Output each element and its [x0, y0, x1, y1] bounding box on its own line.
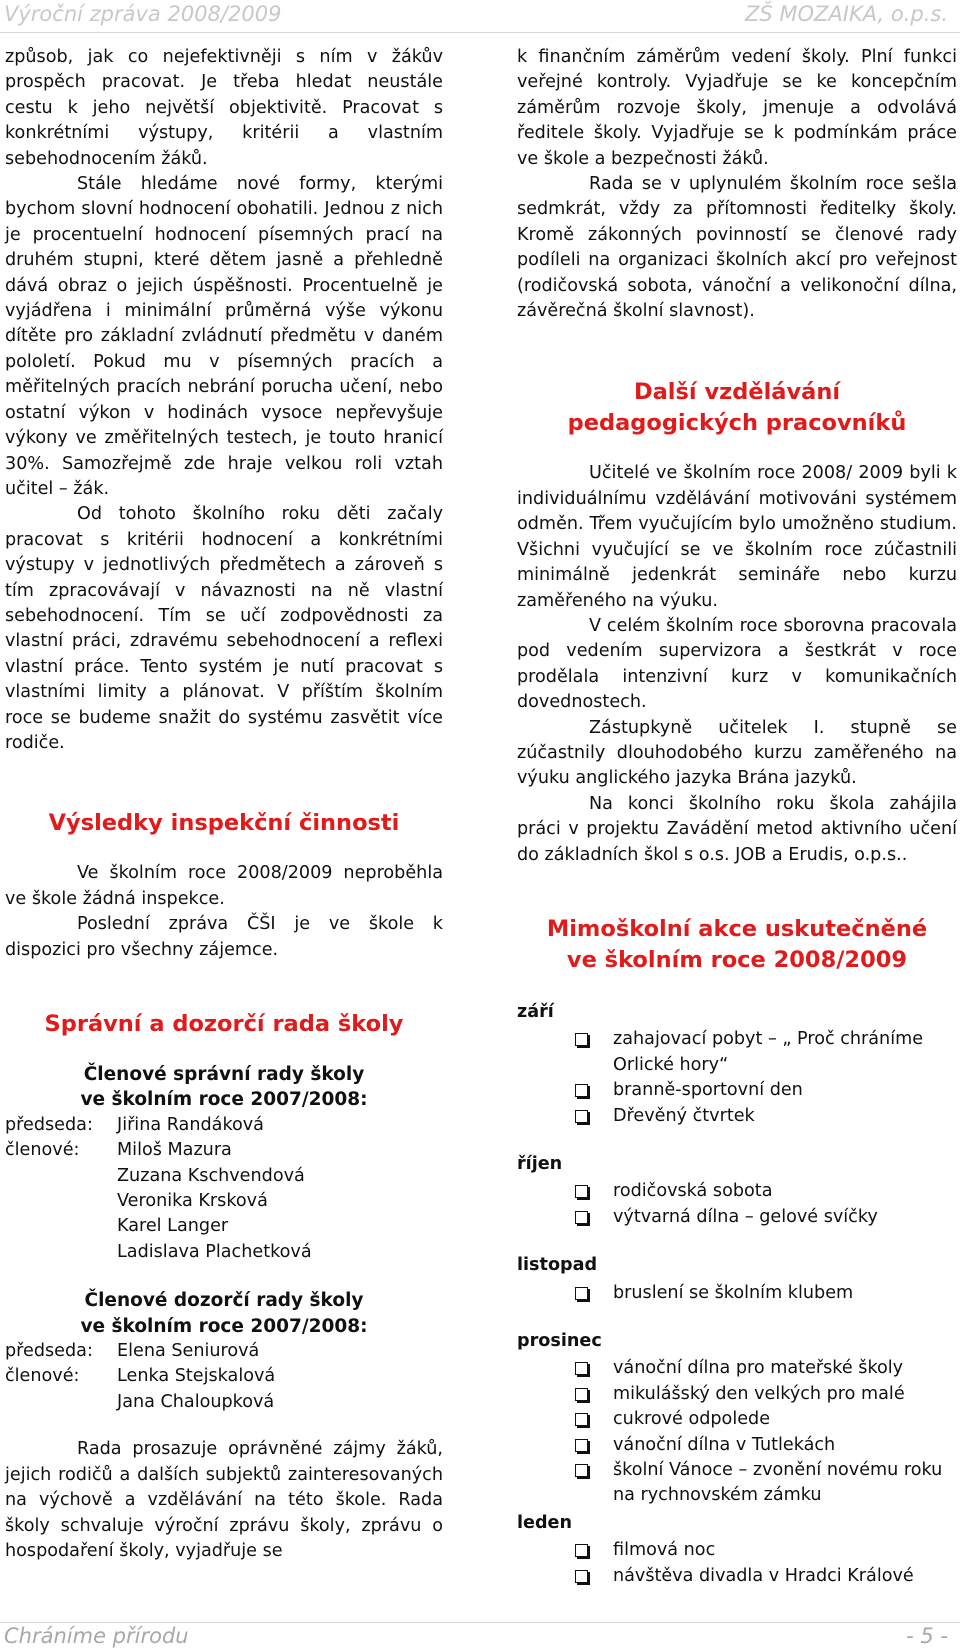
event-text: bruslení se školním klubem — [613, 1282, 854, 1303]
paragraph: Od tohoto školního roku děti začaly pracovat s kritérii hodnocení a konkrétními výstupy v jednotlivých předmětech a zároveň s tím zpracovávají v návaznosti na ně vlastní sebehodnocení. Tím se učí zodpovědnosti za vlastní práci, zdravému sebehodnocení a reflexi vlastní práce. Tento systém je nutí pracovat s vlastními limity a plánovat. V příštím školním roce se budeme snažit do systému zasvětit více rodiče. — [5, 504, 443, 753]
super-chair-row — [5, 1339, 443, 1364]
month-label: leden — [517, 1512, 573, 1533]
list-item — [575, 1356, 957, 1381]
heading-events-line2: ve školním roce 2008/2009 — [566, 946, 908, 973]
list-item — [575, 1407, 957, 1432]
checkbox-bullet-icon — [575, 1464, 588, 1477]
paragraph: V celém školním roce sborovna pracovala pod vedením supervizora a šestkrát v roce prodělala intenzivní kurz v komunikačních dovednostech. — [517, 615, 957, 713]
supervisory-board-subtitle: ve školním roce 2007/2008: — [80, 1315, 368, 1337]
event-text: zahajovací pobyt – „ Proč chráníme Orlické hory“ — [613, 1029, 924, 1075]
paragraph: k finančním záměrům vedení školy. Plní funkci veřejné kontroly. Vyjadřuje se ke koncepčním záměrům rozvoje školy, jmenuje a odvolává ředitele školy. Vyjadřuje se k podmínkám práce ve škole a bezpečnosti žáků. — [517, 47, 957, 169]
event-text: návštěva divadla v Hradci Králové — [613, 1565, 914, 1586]
paragraph: Rada prosazuje oprávněné zájmy žáků, jejich rodičů a dalších subjektů zainteresovaných na výchově a vzdělávání na této škole. Rada školy schvaluje výroční zprávu školy, zprávu o hospodaření školy, vyjadřuje se — [5, 1439, 443, 1561]
member-name: Miloš Mazura — [117, 1140, 232, 1161]
footer-rule — [0, 1622, 960, 1623]
header-title: Výroční zpráva 2008/2009 — [4, 2, 282, 26]
chair-label: předseda: — [5, 1341, 93, 1362]
list-item — [575, 1538, 957, 1563]
heading-training-line1: Další vzdělávání — [633, 379, 841, 406]
heading-board: Správní a dozorčí rada školy — [44, 1011, 404, 1037]
list-item — [575, 1205, 957, 1230]
list-item — [575, 1104, 957, 1129]
event-text: vánoční dílna pro mateřské školy — [613, 1358, 904, 1379]
supervisory-board-title: Členové dozorčí rady školy — [84, 1290, 364, 1312]
list-item — [575, 1281, 957, 1306]
admin-board-title: Členové správní rady školy — [83, 1064, 365, 1085]
checkbox-bullet-icon — [575, 1439, 588, 1452]
members-label: členové: — [5, 1140, 80, 1161]
checkbox-bullet-icon — [575, 1211, 588, 1224]
month-december — [517, 1329, 957, 1509]
heading-events-line1: Mimoškolní akce uskutečněné — [546, 915, 928, 942]
checkbox-bullet-icon — [575, 1413, 588, 1426]
checkbox-bullet-icon — [575, 1287, 588, 1300]
member-name: Elena Seniurová — [117, 1341, 260, 1362]
checkbox-bullet-icon — [575, 1185, 588, 1198]
admin-board-subtitle: ve školním roce 2007/2008: — [80, 1089, 368, 1111]
paragraph: Stále hledáme nové formy, kterými bychom slovní hodnocení obohatili. Jednou z nich je procentuelní hodnocení písemných prací na druhém stupni, které dětem jasně a přehledně dává obraz o jejich úspěšnosti. Procentuelně je vyjádřena i minimální průměrná výše výkonu dítěte pro základní zvládnutí předmětu v daném pololetí. Pokud mu v písemných pracích a měřitelných pracích nebrání porucha učení, nebo ostatní výkon v hodinách vysoce nepřevyšuje výkony ve změřitelných testech, je touto hranicí 30%. Samozřejmě zde hraje velkou roli vztah učitel – žák. — [5, 174, 443, 499]
super-members-row — [5, 1364, 443, 1415]
member-name: Ladislava Plachetková — [117, 1241, 312, 1262]
paragraph: Rada se v uplynulém školním roce sešla sedmkrát, vždy za přítomnosti ředitelky školy. Kromě zákonných povinností se členové rady podíleli na organizaci školních akcí pro veřejnost (rodičovská sobota, vánoční a velikonoční dílna, závěrečná školní slavnost). — [517, 174, 957, 322]
event-text: Dřevěný čtvrtek — [613, 1105, 755, 1126]
member-name: Karel Langer — [117, 1216, 229, 1237]
paragraph: Na konci školního roku škola zahájila práci v projektu Zavádění metod aktivního učení do základních škol s o.s. JOB a Erudis, o.p.s.. — [517, 793, 957, 865]
event-text: rodičovská sobota — [613, 1181, 773, 1202]
month-label: prosinec — [517, 1331, 602, 1352]
checkbox-bullet-icon — [575, 1570, 588, 1583]
member-name: Lenka Stejskalová — [117, 1366, 276, 1387]
member-name: Jana Chaloupková — [117, 1391, 275, 1412]
admin-members-row — [5, 1138, 443, 1265]
list-item — [575, 1179, 957, 1204]
list-item — [575, 1433, 957, 1458]
paragraph: způsob, jak co nejefektivněji s ním v žákův prospěch pracovat. Je třeba hledat neustále cestu k jeho největší objektivitě. Pracovat s konkrétními výstupy, kritérii a vlastním sebehodnocením žáků. — [5, 47, 443, 169]
month-november — [517, 1253, 957, 1306]
checkbox-bullet-icon — [575, 1110, 588, 1123]
paragraph: Zástupkyně učitelek I. stupně se zúčastnily dlouhodobého kurzu zaměřeného na výuku anglického jazyka Brána jazyků. — [517, 717, 957, 789]
paragraph: Poslední zpráva ČŠI je ve škole k dispozici pro všechny zájemce. — [5, 914, 443, 960]
event-text: vánoční dílna v Tutlekách — [613, 1434, 836, 1455]
checkbox-bullet-icon — [575, 1084, 588, 1097]
list-item — [575, 1078, 957, 1103]
heading-inspection: Výsledky inspekční činnosti — [48, 810, 400, 837]
left-column — [5, 45, 443, 1564]
right-column — [517, 45, 957, 1589]
event-text: školní Vánoce – zvonění novému roku na rychnovském zámku — [613, 1460, 943, 1506]
month-january — [517, 1511, 957, 1589]
member-name: Jiřina Randáková — [117, 1114, 264, 1135]
month-label: září — [517, 1001, 554, 1022]
paragraph: Ve školním roce 2008/2009 neproběhla ve škole žádná inspekce. — [5, 863, 443, 909]
members-label: členové: — [5, 1366, 80, 1387]
heading-training-line2: pedagogických pracovníků — [567, 410, 907, 437]
event-text: branně-sportovní den — [613, 1080, 803, 1101]
event-text: mikulášský den velkých pro malé — [613, 1383, 905, 1404]
admin-chair-row — [5, 1113, 443, 1138]
footer-motto: Chráníme přírodu — [4, 1624, 189, 1648]
chair-label: předseda: — [5, 1114, 93, 1135]
member-name: Veronika Krsková — [117, 1191, 268, 1212]
paragraph: Učitelé ve školním roce 2008/ 2009 byli k individuálnímu vzdělávání motivováni systémem odměn. Třem vyučujícím bylo umožněno studium. Všichni vyučující se ve školním roce zúčastnili minimálně jedenkrát semináře nebo kurzu zaměřeného na výuku. — [517, 463, 957, 611]
member-name: Zuzana Kschvendová — [117, 1165, 305, 1186]
checkbox-bullet-icon — [575, 1388, 588, 1401]
month-label: listopad — [517, 1255, 598, 1276]
header-school: ZŠ MOZAIKA, o.p.s. — [744, 2, 948, 26]
list-item — [575, 1382, 957, 1407]
list-item — [575, 1027, 957, 1078]
page-number: - 5 - — [906, 1624, 948, 1648]
header-rule — [0, 32, 960, 33]
checkbox-bullet-icon — [575, 1544, 588, 1557]
month-october — [517, 1152, 957, 1230]
checkbox-bullet-icon — [575, 1033, 588, 1046]
month-september — [517, 1000, 957, 1129]
event-text: filmová noc — [613, 1540, 716, 1561]
month-label: říjen — [517, 1154, 563, 1174]
list-item — [575, 1458, 957, 1509]
list-item — [575, 1564, 957, 1589]
checkbox-bullet-icon — [575, 1362, 588, 1375]
event-text: cukrové odpolede — [613, 1409, 771, 1430]
event-text: výtvarná dílna – gelové svíčky — [613, 1206, 878, 1227]
